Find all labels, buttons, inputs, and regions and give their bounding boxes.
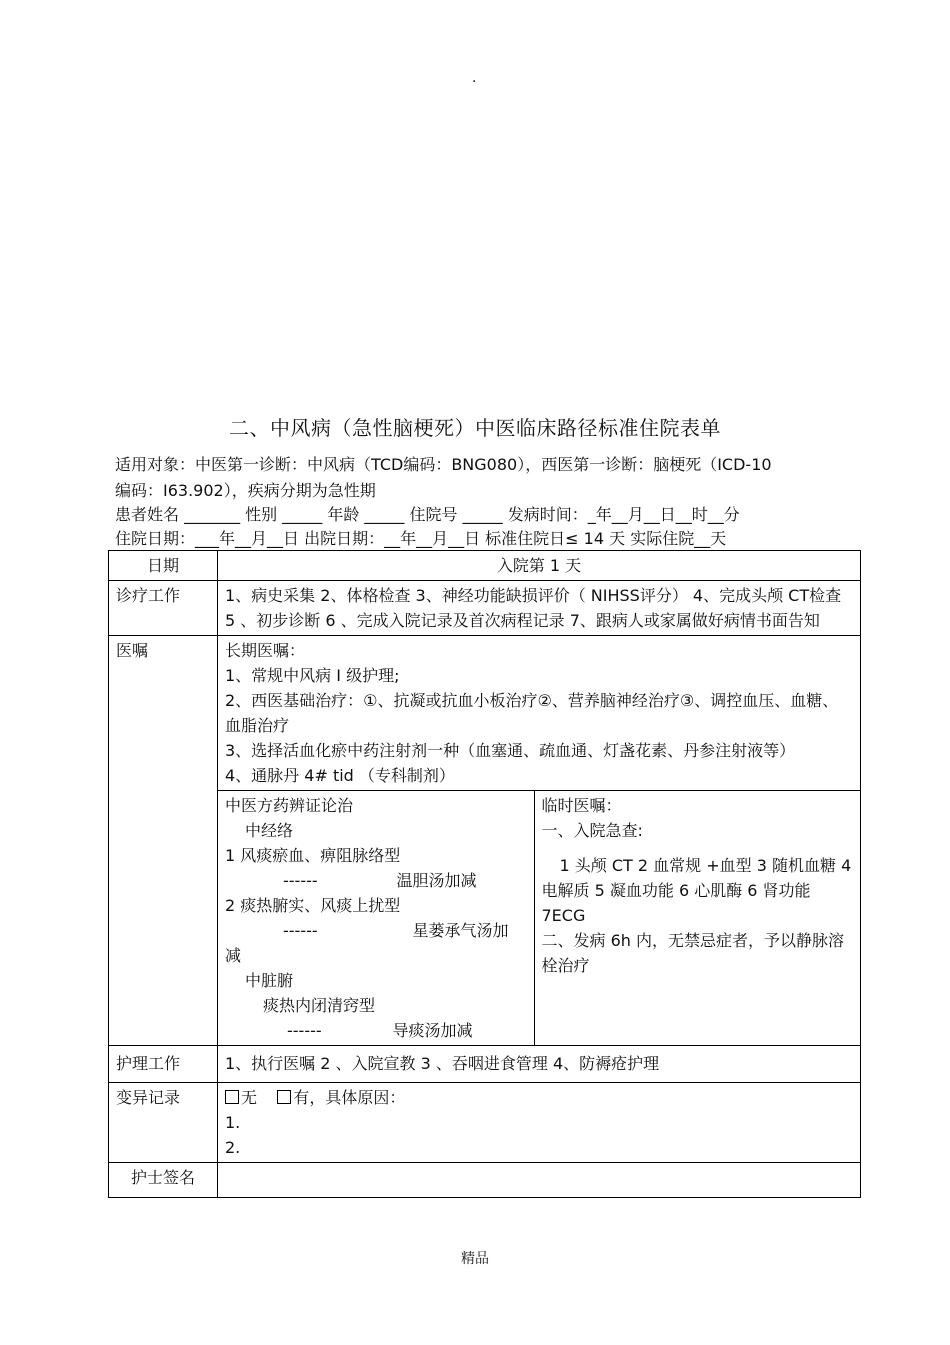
tcm-title: 中医方药辨证论治 [225, 796, 354, 815]
header-mark: . [472, 70, 477, 86]
tcm-type-1: 1 风痰瘀血、痹阻脉络型 [225, 846, 401, 865]
tcm-type-2: 2 痰热腑实、风痰上扰型 [225, 896, 401, 915]
tcm-formula-row-2 [225, 918, 527, 943]
diagnosis-label: 诊疗工作 [109, 581, 218, 636]
temp-item-2: 二、发病 6h 内，无禁忌症者，予以静脉溶栓治疗 [541, 931, 844, 975]
date-value: 入院第 1 天 [218, 551, 861, 581]
nursing-label: 护理工作 [109, 1046, 218, 1083]
temp-item-1: 一、入院急查: [541, 821, 643, 840]
long-term-item: 4、通脉丹 4# tid （专科制剂） [225, 766, 455, 785]
tcm-dash-2: ------ [283, 921, 318, 940]
tcm-dash-3: ------ [287, 1021, 322, 1040]
info-line-3: 患者姓名 _______ 性别 _____ 年龄 _____ 住院号 _____ 发病时间：_年__月__日__时__分 [115, 505, 740, 524]
row-variance [109, 1083, 861, 1163]
tcm-organ: 中脏腑 [245, 971, 294, 990]
variance-none-label: 无 [241, 1088, 258, 1107]
row-nursing [109, 1046, 861, 1083]
tcm-prescription-cell [218, 791, 534, 1046]
orders-label: 医嘱 [109, 636, 218, 1046]
page-title: 二、中风病（急性脑梗死）中医临床路径标准住院表单 [229, 416, 721, 440]
tcm-dash-1: ------ [283, 871, 318, 890]
tcm-type-3: 痰热内闭清窍型 [263, 996, 376, 1015]
signature-value[interactable] [218, 1163, 861, 1198]
row-signature [109, 1163, 861, 1198]
orders-split-table [218, 790, 860, 1045]
tcm-formula-1: 温胆汤加减 [396, 871, 477, 890]
variance-label: 变异记录 [109, 1083, 218, 1163]
info-line-1: 适用对象：中医第一诊断：中风病（TCD编码：BNG080），西医第一诊断：脑梗死（ICD-10 [115, 455, 772, 474]
long-term-item: 1、常规中风病 Ⅰ 级护理; [225, 666, 400, 685]
footer-text: 精品 [461, 1251, 489, 1267]
variance-cell [218, 1083, 861, 1163]
temporary-orders-cell [534, 791, 860, 1046]
pathway-form-table [108, 550, 861, 1198]
long-term-item: 3、选择活血化瘀中药注射剂一种（血塞通、疏血通、灯盏花素、丹参注射液等） [225, 741, 796, 760]
row-orders [109, 636, 861, 1046]
variance-yes-label: 有，具体原因： [293, 1088, 406, 1107]
date-label: 日期 [109, 551, 218, 581]
long-term-orders [218, 636, 860, 790]
long-term-item: 2、西医基础治疗：①、抗凝或抗血小板治疗②、营养脑神经治疗③、调控血压、血糖、血脂治疗 [225, 691, 839, 735]
long-term-title: 长期医嘱： [225, 641, 306, 660]
tcm-meridian: 中经络 [245, 821, 294, 840]
tcm-formula-3: 导痰汤加减 [392, 1021, 473, 1040]
info-line-2: 编码：I63.902），疾病分期为急性期 [115, 481, 376, 500]
info-line-4: 住院日期：___年__月__日 出院日期：__年__月__日 标准住院日≤ 14 天 实际住院__天 [115, 529, 727, 548]
temp-title: 临时医嘱： [541, 796, 622, 815]
nursing-text: 1、执行医嘱 2 、入院宣教 3 、吞咽进食管理 4、防褥疮护理 [218, 1046, 861, 1083]
checkbox-yes[interactable] [277, 1090, 291, 1104]
orders-cell [218, 636, 861, 1046]
signature-label: 护士签名 [109, 1163, 218, 1198]
variance-options [225, 1085, 853, 1110]
variance-reason-1: 1. [225, 1113, 241, 1132]
checkbox-none[interactable] [225, 1090, 239, 1104]
variance-reason-2: 2. [225, 1138, 241, 1157]
temp-item-1-detail: 1 头颅 CT 2 血常规 +血型 3 随机血糖 4 电解质 5 凝血功能 6 心肌酶 6 肾功能 7ECG [541, 856, 852, 925]
row-date [109, 551, 861, 581]
tcm-formula-row-1 [225, 868, 527, 893]
diagnosis-text: 1、病史采集 2、体格检查 3、神经功能缺损评价（ NIHSS评分） 4、完成头颅 CT检查 5 、初步诊断 6 、完成入院记录及首次病程记录 7、跟病人或家属做好病情书面告知 [218, 581, 861, 636]
tcm-formula-2-cont: 减 [225, 946, 242, 965]
row-diagnosis [109, 581, 861, 636]
tcm-formula-row-3 [225, 1018, 527, 1043]
tcm-formula-2: 星蒌承气汤加 [412, 921, 509, 940]
